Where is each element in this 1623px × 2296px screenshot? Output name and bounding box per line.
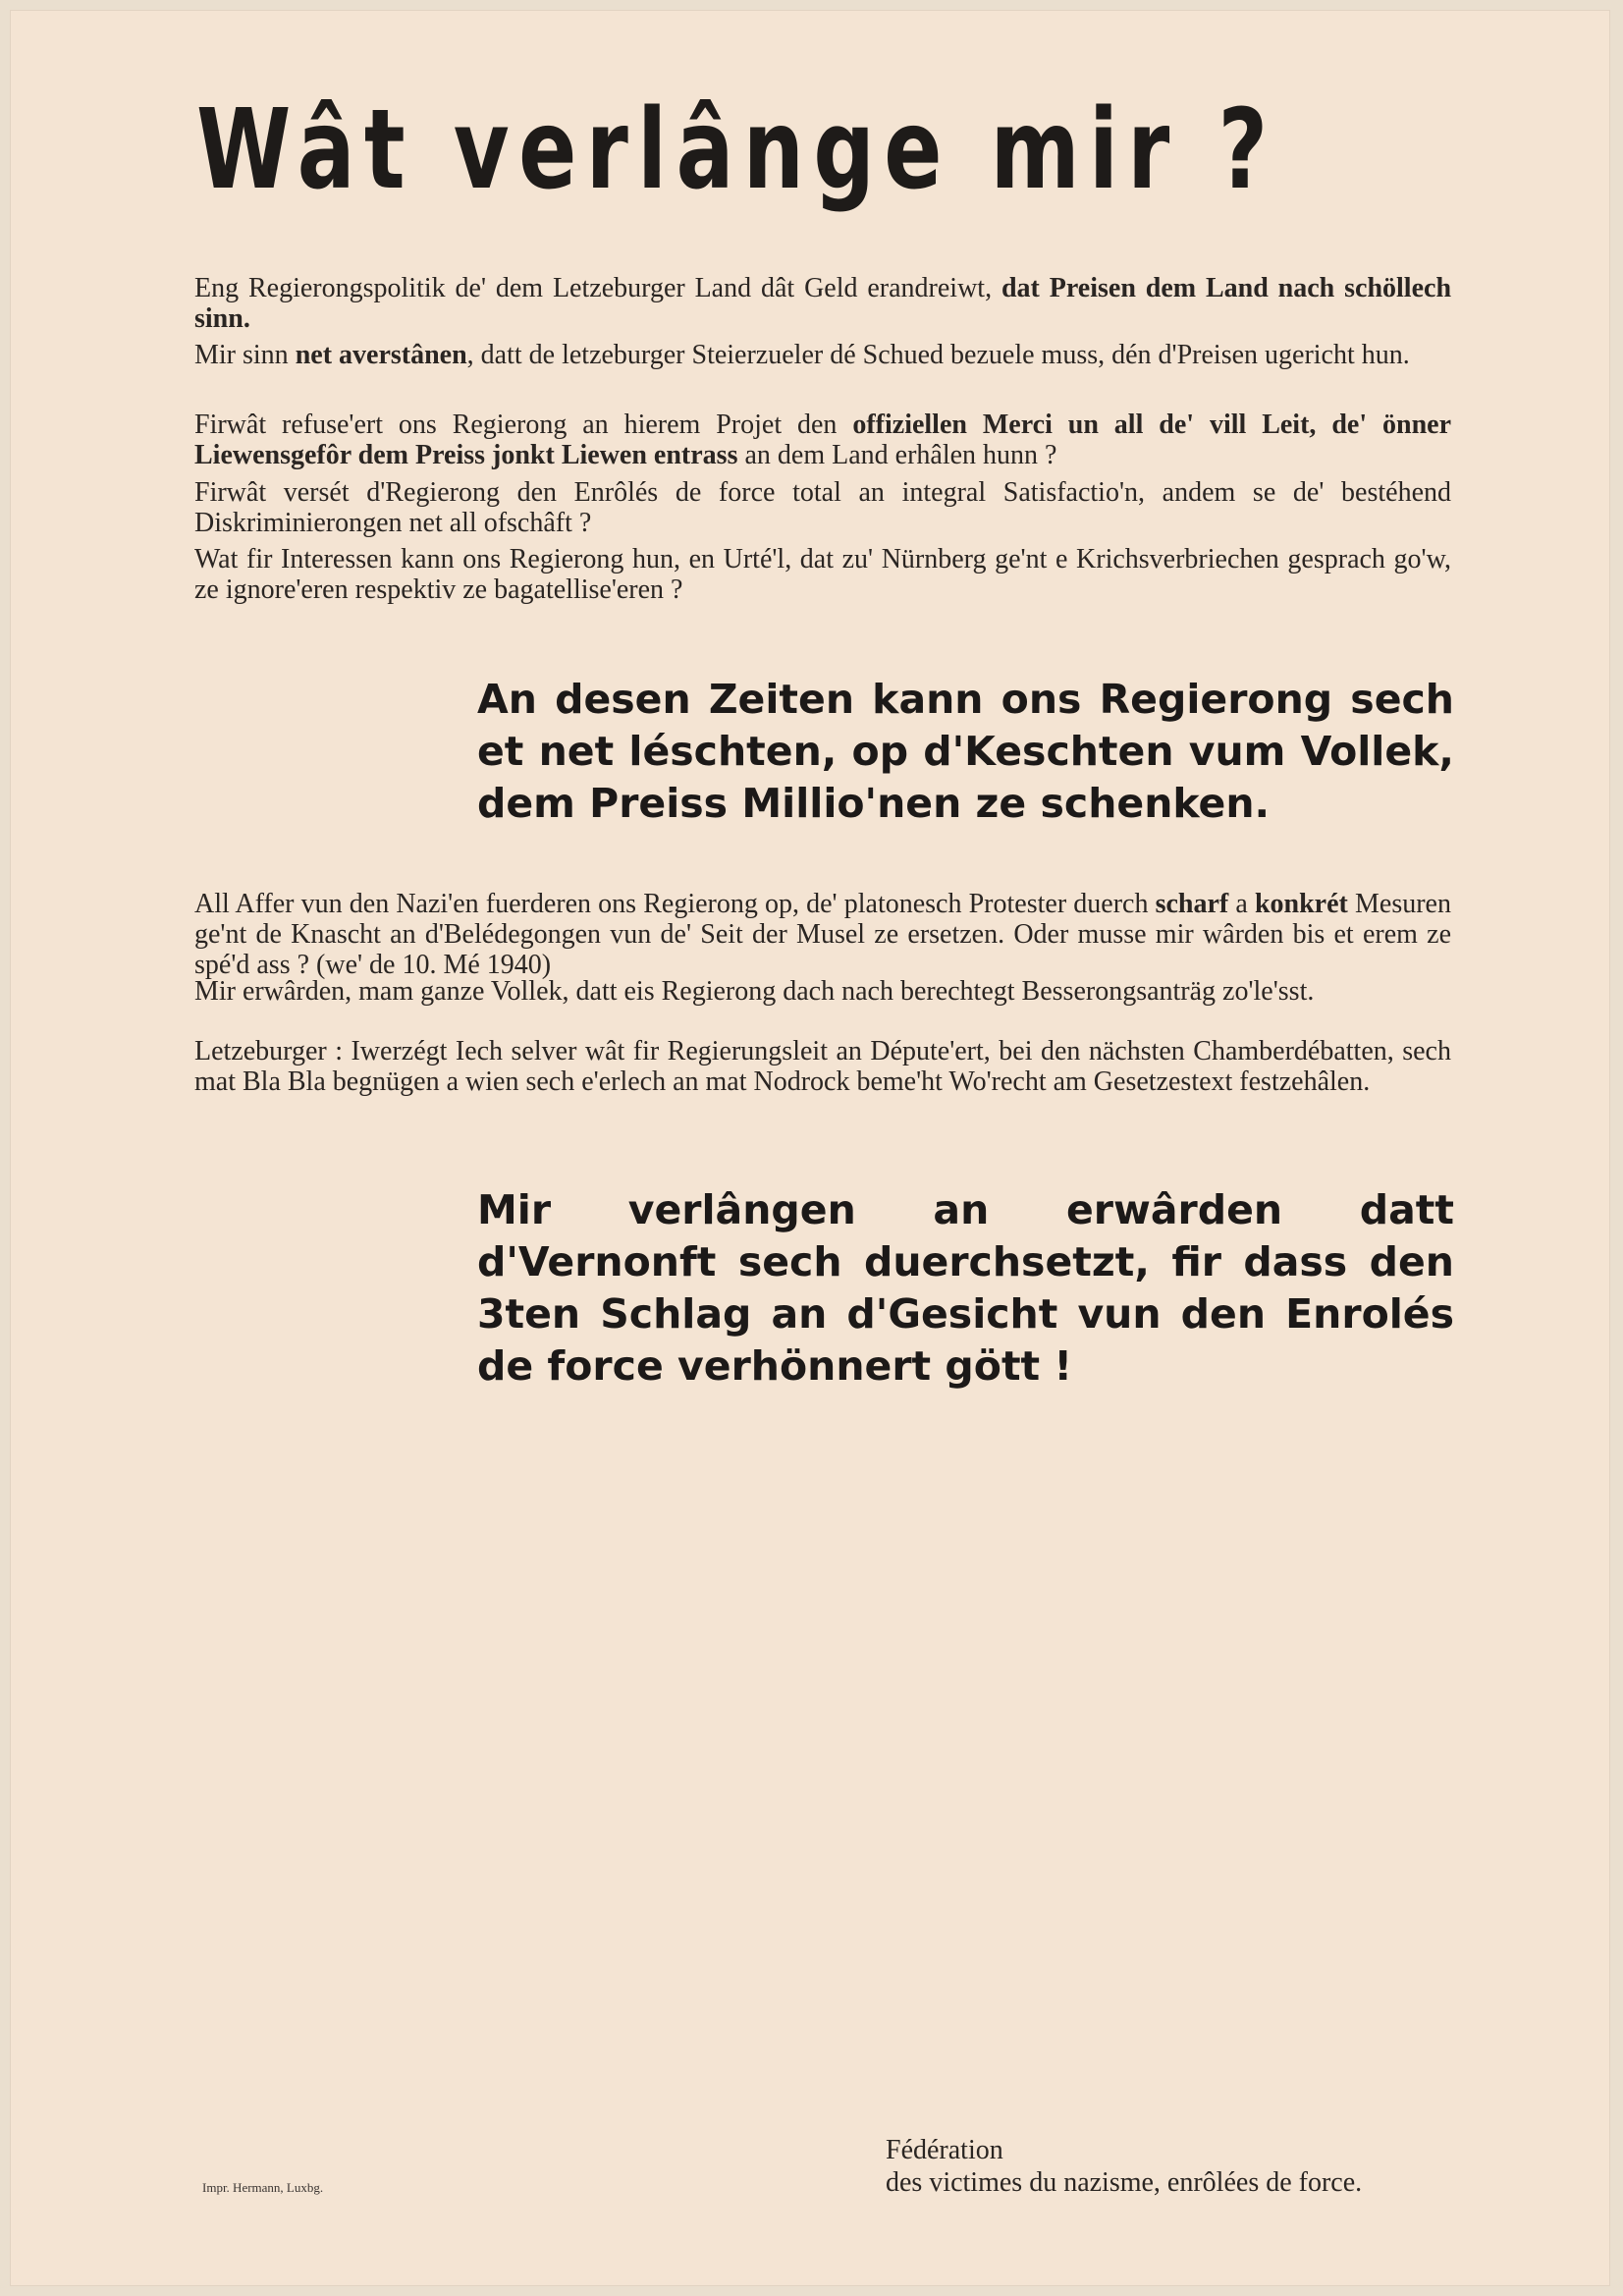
paragraph-text: Mir sinn xyxy=(194,340,296,370)
paragraph xyxy=(194,273,1451,334)
paragraph-text: an dem Land erhâlen hunn ? xyxy=(737,440,1057,470)
emphasized-text: scharf xyxy=(1155,889,1229,919)
document-sheet xyxy=(10,10,1610,2286)
emphasized-text: net averstânen xyxy=(295,340,467,370)
paragraph-text: , datt de letzeburger Steierzueler dé Schued bezuele muss, dén d'Preisen ugericht hun. xyxy=(466,340,1410,370)
paragraph xyxy=(194,976,1451,1007)
paragraph-text: a xyxy=(1228,889,1255,919)
emphasized-text: offiziellen Merci un all de' vill Leit, de' önner Liewensgefôr dem Preiss jonkt Liewen entrass xyxy=(194,410,1451,470)
paragraph xyxy=(194,889,1451,980)
paragraph-text: Mesuren ge'nt de Knascht an d'Belédegongen vun de' Seit der Musel ze ersetzen. Oder musse mir wârden bis et erem ze spé'd ass ? (we' de 10. Mé 1940) xyxy=(194,889,1451,980)
callout-statement: An desen Zeiten kann ons Regierong sech et net léschten, op d'Keschten vum Vollek, dem Preiss Millio'nen ze schenken. xyxy=(477,676,1454,827)
paragraph-text: Wat fir Interessen kann ons Regierong hun, en Urté'l, dat zu' Nürnberg ge'nt e Krichsverbriechen gesprach go'w, ze ignore'eren respektiv ze bagatellise'eren ? xyxy=(194,544,1451,605)
paragraph xyxy=(194,477,1451,538)
paragraph xyxy=(194,410,1451,470)
printer-imprint: Impr. Hermann, Luxbg. xyxy=(202,2180,324,2195)
emphasized-text: konkrét xyxy=(1254,889,1348,919)
paragraph-text: Letzeburger : Iwerzégt Iech selver wât fir Regierungsleit an Députe'ert, bei den nächsten Chamberdébatten, sech mat Bla Bla begnügen a wien sech e'erlech an mat Nodrock beme'ht Wo'recht am Gesetzestext festzehâlen. xyxy=(194,1036,1451,1097)
paragraph-text: Firwât refuse'ert ons Regierong an hierem Projet den xyxy=(194,410,853,440)
emphasized-text: dat Preisen dem Land nach schöllech sinn. xyxy=(194,273,1452,334)
callout-demand: Mir verlângen an erwârden datt d'Vernonft sech duerchsetzt, fir dass den 3ten Schlag an d'Gesicht vun den Enrolés de force verhönnert gött ! xyxy=(477,1186,1454,1390)
paragraph-text: All Affer vun den Nazi'en fuerderen ons Regierong op, de' platonesch Protester duerch xyxy=(194,889,1156,919)
signature-organization: Fédération xyxy=(886,2135,1003,2165)
paragraph xyxy=(194,340,1451,370)
paragraph-text: Mir erwârden, mam ganze Vollek, datt eis Regierong dach nach berechtegt Besserongsanträg zo'le'sst. xyxy=(194,976,1315,1007)
signature-organization-full: des victimes du nazisme, enrôlées de force. xyxy=(886,2167,1363,2198)
paragraph xyxy=(194,544,1451,605)
paragraph-text: Firwât versét d'Regierong den Enrôlés de force total an integral Satisfactio'n, andem se de' bestéhend Diskriminierongen net all ofschâft ? xyxy=(194,477,1451,538)
paragraph-text: Eng Regierongspolitik de' dem Letzeburger Land dât Geld erandreiwt, xyxy=(194,273,1001,303)
signature-block xyxy=(886,2134,1362,2199)
paragraph xyxy=(194,1036,1451,1097)
page-title: Wât verlânge mir ? xyxy=(196,86,1277,214)
